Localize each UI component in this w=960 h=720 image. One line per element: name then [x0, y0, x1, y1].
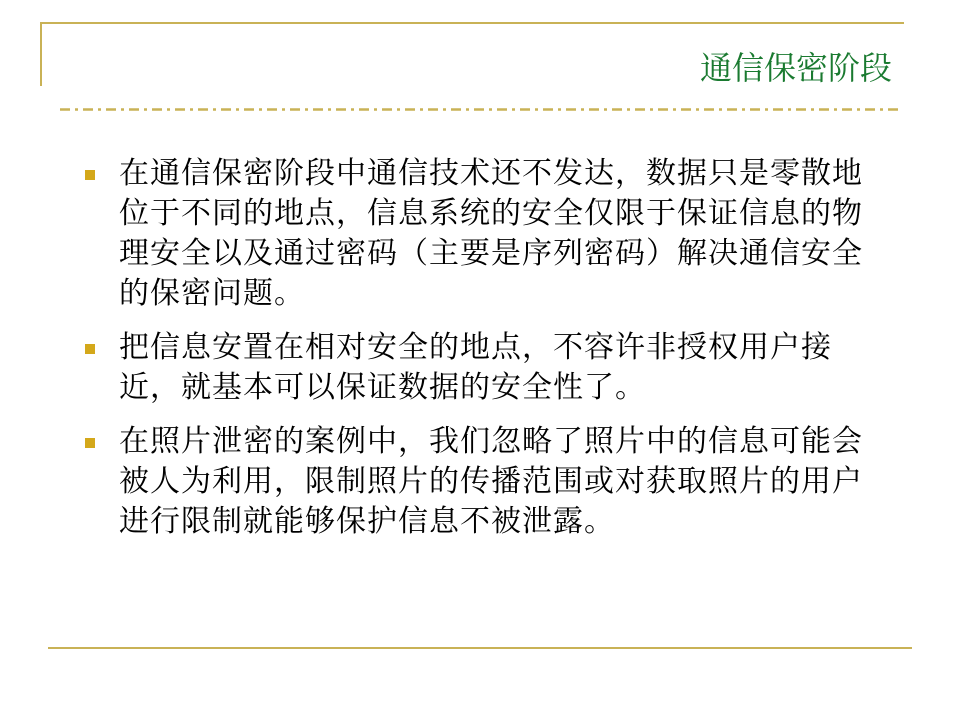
bullet-text: 在照片泄密的案例中，我们忽略了照片中的信息可能会被人为利用，限制照片的传播范围或对获取照片的用户进行限制就能够保护信息不被泄露。 [119, 424, 863, 539]
top-border-line [40, 22, 904, 24]
square-bullet-icon [85, 438, 95, 448]
bullet-list [84, 154, 874, 556]
bullet-item [84, 154, 874, 314]
slide-title: 通信保密阶段 [699, 49, 892, 87]
bullet-text: 把信息安置在相对安全的地点，不容许非授权用户接近，就基本可以保证数据的安全性了。 [119, 330, 832, 405]
square-bullet-icon [85, 170, 95, 180]
bullet-text: 在通信保密阶段中通信技术还不发达，数据只是零散地位于不同的地点，信息系统的安全仅限于保证信息的物理安全以及通过密码（主要是序列密码）解决通信安全的保密问题。 [119, 156, 863, 311]
bottom-border-line [48, 647, 912, 649]
square-bullet-icon [85, 344, 95, 354]
title-dash-divider [60, 108, 900, 111]
left-border-line [40, 22, 42, 86]
bullet-item [84, 328, 874, 408]
bullet-item [84, 422, 874, 542]
